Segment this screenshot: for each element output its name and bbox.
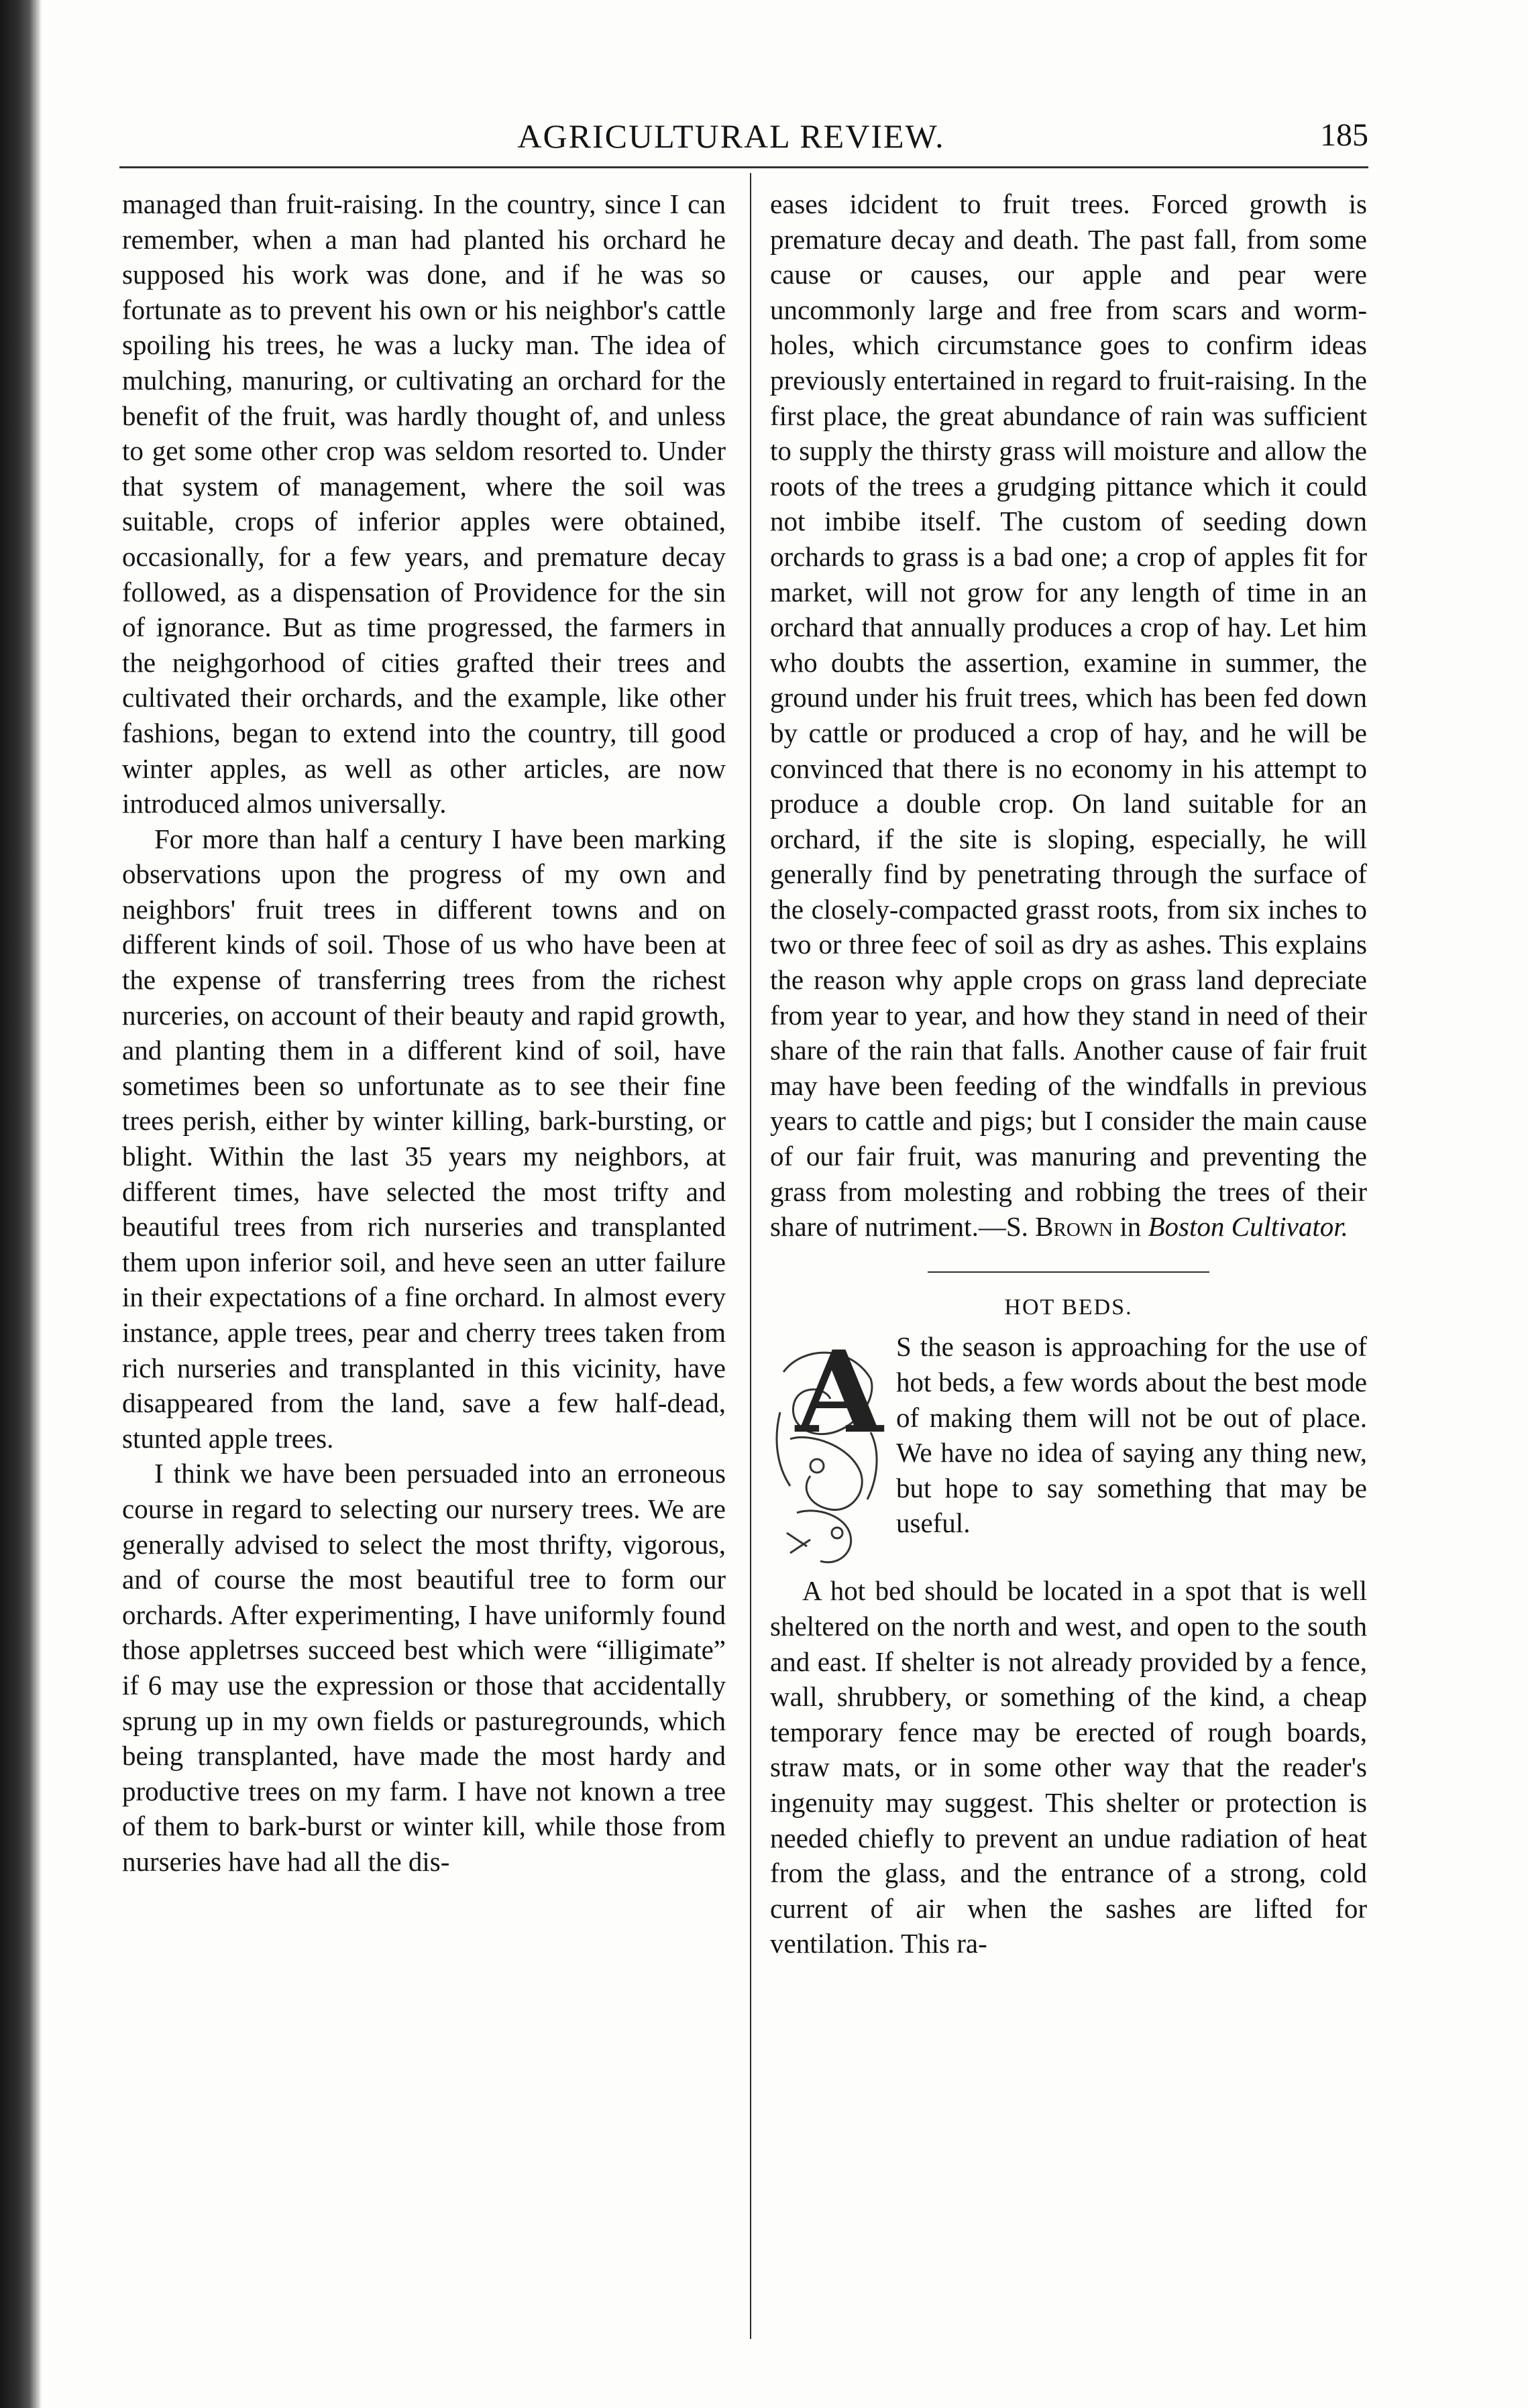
left-paragraph-1: managed than fruit-raising. In the country, since I can remember, when a man had planted his orchard he supposed his work was done, and if he was so fortunate as to prevent his own or his neighbor's cattle spoiling his trees, he was a lucky man. The idea of mulching, manuring, or cultivating an orchard for the benefit of the fruit, was hardly thought of, and unless to get some other crop was seldom resorted to. Under that system of management, where the soil was suitable, crops of inferior apples were obtained, occasionally, for a few years, and premature decay followed, as a dispensation of Providence for the sin of ignorance. But as time progressed, the farmers in the neighgorhood of cities grafted their trees and cultivated their orchards, and the example, like other fashions, began to extend into the country, till good winter apples, as well as other articles, are now introduced almos universally. — [122, 188, 726, 819]
page-number: 185 — [1320, 117, 1368, 153]
right-paragraph-1 — [770, 186, 1367, 1245]
page-header — [94, 113, 1368, 166]
left-column — [122, 186, 726, 2339]
header-rule — [119, 166, 1368, 168]
binding-edge — [0, 0, 42, 2408]
running-title: AGRICULTURAL REVIEW. — [517, 117, 945, 155]
hot-beds-paragraph-2: A hot bed should be located in a spot that is well sheltered on the north and west, and open to the south and east. If shelter is not already provided by a fence, wall, shrubbery, or something of the kind, a cheap temporary fence may be erected of rough boards, straw mats, or in some other way that the reader's ingenuity may suggest. This shelter or protection is needed chiefly to prevent an undue radiation of heat from the glass, and the entrance of a strong, cold current of air when the sashes are lifted for ventilation. This ra- — [770, 1575, 1367, 1959]
signature-in: in — [1113, 1211, 1148, 1243]
left-paragraph-3: I think we have been persuaded into an erroneous course in regard to selecting our nursery trees. We are generally advised to select the most thrifty, vigorous, and of course the most beautiful tree to form our orchards. After experimenting, I have uniformly found those appletrses succeed best which were “illigimate” if 6 may use the expression or those that accidentally sprung up in my own fields or pasturegrounds, which being transplanted, have made the most hardy and productive trees on my farm. I have not known a tree of them to bark-burst or winter kill, while those from nurseries have had all the dis- — [122, 1458, 726, 1877]
signature-source: Boston Cultivator. — [1148, 1211, 1348, 1243]
column-divider — [750, 173, 751, 2339]
dropcap-letter: A — [796, 1326, 883, 1459]
left-paragraph-2: For more than half a century I have been marking observations upon the progress of my own and neighbors' fruit trees in different towns and on different kinds of soil. Those of us who have been at the expense of transferring trees from the richest nurceries, on account of their beauty and rapid growth, and planting them in a different kind of soil, have sometimes been so unfortunate as to see their fine trees perish, either by winter killing, bark-bursting, or blight. Within the last 35 years my neighbors, at different times, have selected the most trifty and beautiful trees from rich nurseries and transplanted them upon inferior soil, and heve seen an utter failure in their expectations of a fine orchard. In almost every instance, apple trees, pear and cherry trees taken from rich nurseries and transplanted in this vicinity, have disappeared from the land, save a few half-dead, stunted apple trees. — [122, 823, 726, 1454]
section-heading-hot-beds: HOT BEDS. — [1004, 1294, 1133, 1320]
ornamental-dropcap — [770, 1326, 884, 1573]
hot-beds-intro — [770, 1326, 1367, 1573]
right-paragraph-1-text: eases idcident to fruit trees. Forced growth is premature decay and death. The past fall, from some cause or causes, our apple and pear were uncommonly large and free from scars and worm-holes, which circumstance goes to confirm ideas previously entertained in regard to fruit-raising. In the first place, the great abundance of rain was sufficient to supply the thirsty grass will moisture and allow the roots of the trees a grudging pittance which it could not imbibe itself. The custom of seeding down orchards to grass is a bad one; a crop of apples fit for market, will not grow for any length of time in an orchard that annually produces a crop of hay. Let him who doubts the assertion, examine in summer, the ground under his fruit trees, which has been fed down by cattle or produced a crop of hay, and he will be convinced that there is no economy in his attempt to produce a double crop. On land suitable for an orchard, if the site is sloping, especially, he will generally find by penetrating through the surface of the closely-compacted grasst roots, from six inches to two or three feec of soil as dry as ashes. This explains the reason why apple crops on grass land depreciate from year to year, and how they stand in need of their share of the rain that falls. Another cause of fair fruit may have been feeding of the windfalls in previous years to cattle and pigs; but I consider the main cause of our fair fruit, was manuring and preventing the grass from molesting and robbing the trees of their share of nutriment.— — [770, 188, 1367, 1243]
right-column — [770, 186, 1367, 2339]
section-rule — [928, 1271, 1209, 1273]
signature-name: S. Brown — [1005, 1211, 1113, 1243]
hot-beds-paragraph-1: S the season is approaching for the use of hot beds, a few words about the best mode of making them will not be out of place. We have no idea of saying any thing new, but hope to say something that may be useful. — [896, 1331, 1367, 1539]
